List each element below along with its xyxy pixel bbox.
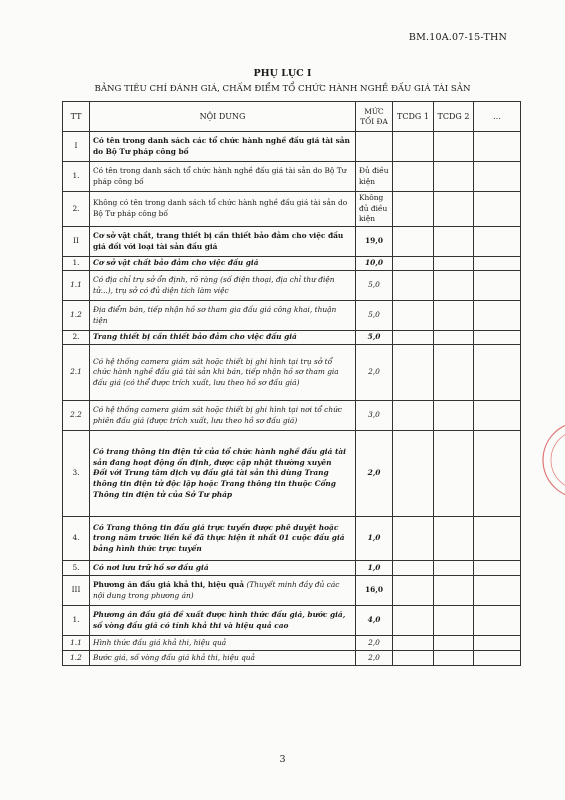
- row-tt: 1.2: [63, 651, 90, 666]
- row-tcdg1: [393, 345, 434, 401]
- table-row: [63, 561, 521, 576]
- row-max-score: 5,0: [356, 331, 393, 345]
- row-more: [474, 561, 521, 576]
- row-tcdg2: [434, 162, 474, 192]
- row-tt: 5.: [63, 561, 90, 576]
- row-tt: 1.: [63, 257, 90, 271]
- header-more: …: [474, 102, 521, 132]
- row-max-score: 10,0: [356, 257, 393, 271]
- row-content: Có hệ thống camera giám sát hoặc thiết bị ghi hình tại nơi tổ chức phiên đấu giá (được trích xuất, lưu theo hồ sơ đấu giá): [90, 401, 356, 431]
- row-tcdg2: [434, 517, 474, 561]
- row-content: Hình thức đấu giá khả thi, hiệu quả: [90, 636, 356, 651]
- table-row: [63, 331, 521, 345]
- row-tcdg1: [393, 162, 434, 192]
- row-content: Trang thiết bị cần thiết bảo đảm cho việc đấu giá: [90, 331, 356, 345]
- row-tcdg2: [434, 301, 474, 331]
- row-tcdg2: [434, 227, 474, 257]
- table-row: [63, 162, 521, 192]
- criteria-table: [62, 101, 521, 666]
- table-row: [63, 257, 521, 271]
- row-content: Có nơi lưu trữ hồ sơ đấu giá: [90, 561, 356, 576]
- row-content: Cơ sở vật chất bảo đảm cho việc đấu giá: [90, 257, 356, 271]
- row-content: Có hệ thống camera giám sát hoặc thiết bị ghi hình tại trụ sở tổ chức hành nghề đấu giá tài sản khi bán, tiếp nhận hồ sơ tham gia đấu giá (có thể được trích xuất, lưu theo hồ sơ đấu giá): [90, 345, 356, 401]
- header-max-score: MỨC TỐI ĐA: [356, 102, 393, 132]
- header-content: NỘI DUNG: [90, 102, 356, 132]
- table-row: [63, 401, 521, 431]
- stamp-fragment: [541, 405, 565, 515]
- row-max-score: 4,0: [356, 606, 393, 636]
- table-row: [63, 271, 521, 301]
- table-row: [63, 132, 521, 162]
- row-tcdg2: [434, 257, 474, 271]
- row-tcdg2: [434, 576, 474, 606]
- row-content: Có tên trong danh sách các tổ chức hành nghề đấu giá tài sản do Bộ Tư pháp công bố: [90, 132, 356, 162]
- row-more: [474, 606, 521, 636]
- row-tcdg1: [393, 651, 434, 666]
- row-tt: 1.1: [63, 271, 90, 301]
- header-tcdg1: TCDG 1: [393, 102, 434, 132]
- row-tcdg1: [393, 517, 434, 561]
- table-row: [63, 606, 521, 636]
- row-tcdg1: [393, 132, 434, 162]
- row-tcdg1: [393, 301, 434, 331]
- row-tcdg1: [393, 636, 434, 651]
- row-tt: 1.2: [63, 301, 90, 331]
- row-tt: 4.: [63, 517, 90, 561]
- row-tcdg1: [393, 331, 434, 345]
- row-tcdg2: [434, 606, 474, 636]
- row-more: [474, 636, 521, 651]
- form-code: BM.10A.07-15-THN: [408, 32, 507, 43]
- row-more: [474, 401, 521, 431]
- row-content: Cơ sở vật chất, trang thiết bị cần thiết bảo đảm cho việc đấu giá đối với loại tài sản đấu giá: [90, 227, 356, 257]
- row-content: Không có tên trong danh sách tổ chức hành nghề đấu giá tài sản do Bộ Tư pháp công bố: [90, 192, 356, 227]
- row-content: Phương án đấu giá đề xuất được hình thức đấu giá, bước giá, số vòng đấu giá có tính khả thi và hiệu quả cao: [90, 606, 356, 636]
- table-header-row: [63, 102, 521, 132]
- row-max-score: 3,0: [356, 401, 393, 431]
- row-max-score: 2,0: [356, 651, 393, 666]
- row-max-score: Không đủ điều kiện: [356, 192, 393, 227]
- table-row: [63, 576, 521, 606]
- row-content: Có địa chỉ trụ sở ổn định, rõ ràng (số điện thoại, địa chỉ thư điện tử...), trụ sở có đủ diện tích làm việc: [90, 271, 356, 301]
- row-more: [474, 132, 521, 162]
- row-tcdg2: [434, 345, 474, 401]
- row-tcdg1: [393, 606, 434, 636]
- row-tcdg2: [434, 636, 474, 651]
- row-content: Có Trang thông tin đấu giá trực tuyến được phê duyệt hoặc trong năm trước liền kề đã thực hiện ít nhất 01 cuộc đấu giá bằng hình thức trực tuyến: [90, 517, 356, 561]
- row-tt: 1.1: [63, 636, 90, 651]
- table-row: [63, 345, 521, 401]
- row-tt: 1.: [63, 606, 90, 636]
- row-tcdg2: [434, 431, 474, 517]
- row-tcdg1: [393, 271, 434, 301]
- row-tcdg2: [434, 651, 474, 666]
- row-tt: 3.: [63, 431, 90, 517]
- row-max-score: Đủ điều kiện: [356, 162, 393, 192]
- row-more: [474, 517, 521, 561]
- row-max-score: 2,0: [356, 431, 393, 517]
- row-more: [474, 162, 521, 192]
- row-more: [474, 431, 521, 517]
- table-row: [63, 192, 521, 227]
- row-max-score: 16,0: [356, 576, 393, 606]
- header-tcdg2: TCDG 2: [434, 102, 474, 132]
- row-max-score: 2,0: [356, 345, 393, 401]
- row-tcdg2: [434, 331, 474, 345]
- row-content: Bước giá, số vòng đấu giá khả thi, hiệu quả: [90, 651, 356, 666]
- row-more: [474, 345, 521, 401]
- row-tt: III: [63, 576, 90, 606]
- row-more: [474, 576, 521, 606]
- table-row: [63, 227, 521, 257]
- row-content: Có tên trong danh sách tổ chức hành nghề đấu giá tài sản do Bộ Tư pháp công bố: [90, 162, 356, 192]
- row-content: Địa điểm bán, tiếp nhận hồ sơ tham gia đấu giá công khai, thuận tiện: [90, 301, 356, 331]
- row-tcdg1: [393, 401, 434, 431]
- page-number: 3: [279, 754, 286, 765]
- row-tcdg1: [393, 561, 434, 576]
- row-max-score: 1,0: [356, 561, 393, 576]
- row-max-score: 5,0: [356, 301, 393, 331]
- table-row: [63, 517, 521, 561]
- row-tcdg2: [434, 561, 474, 576]
- row-content: [90, 576, 356, 606]
- row-tcdg1: [393, 192, 434, 227]
- header-tt: TT: [63, 102, 90, 132]
- row-max-score: 19,0: [356, 227, 393, 257]
- table-row: [63, 301, 521, 331]
- row-more: [474, 331, 521, 345]
- row-more: [474, 257, 521, 271]
- row-max-score: 2,0: [356, 636, 393, 651]
- row-content-note: (Thuyết minh đầy đủ các nội dung trong phương án): [93, 579, 340, 600]
- row-tcdg1: [393, 227, 434, 257]
- row-max-score: 1,0: [356, 517, 393, 561]
- row-tcdg2: [434, 271, 474, 301]
- appendix-title: PHỤ LỤC I: [253, 68, 312, 79]
- row-max-score: [356, 132, 393, 162]
- row-tt: II: [63, 227, 90, 257]
- row-tcdg2: [434, 401, 474, 431]
- row-more: [474, 651, 521, 666]
- row-max-score: 5,0: [356, 271, 393, 301]
- row-more: [474, 271, 521, 301]
- row-content: Có trang thông tin điện tử của tổ chức hành nghề đấu giá tài sản đang hoạt động ổn định, được cập nhật thường xuyên Đối với Trung tâm dịch vụ đấu giá tài sản thì dùng Trang thông tin điện tử độc lập hoặc Trang thông tin thuộc Cổng Thông tin điện tử của Sở Tư pháp: [90, 431, 356, 517]
- table-title: BẢNG TIÊU CHÍ ĐÁNH GIÁ, CHẤM ĐIỂM TỔ CHỨC HÀNH NGHỀ ĐẤU GIÁ TÀI SẢN: [94, 84, 471, 94]
- row-tt: 1.: [63, 162, 90, 192]
- row-tcdg1: [393, 257, 434, 271]
- row-tcdg2: [434, 192, 474, 227]
- table-row: [63, 651, 521, 666]
- row-tcdg2: [434, 132, 474, 162]
- row-tt: 2.: [63, 192, 90, 227]
- row-more: [474, 301, 521, 331]
- row-tt: I: [63, 132, 90, 162]
- table-row: [63, 636, 521, 651]
- row-tt: 2.1: [63, 345, 90, 401]
- row-tt: 2.2: [63, 401, 90, 431]
- row-tcdg1: [393, 576, 434, 606]
- row-more: [474, 227, 521, 257]
- table-row: [63, 431, 521, 517]
- row-tt: 2.: [63, 331, 90, 345]
- row-more: [474, 192, 521, 227]
- row-content-main: Phương án đấu giá khả thi, hiệu quả: [93, 579, 245, 589]
- row-tcdg1: [393, 431, 434, 517]
